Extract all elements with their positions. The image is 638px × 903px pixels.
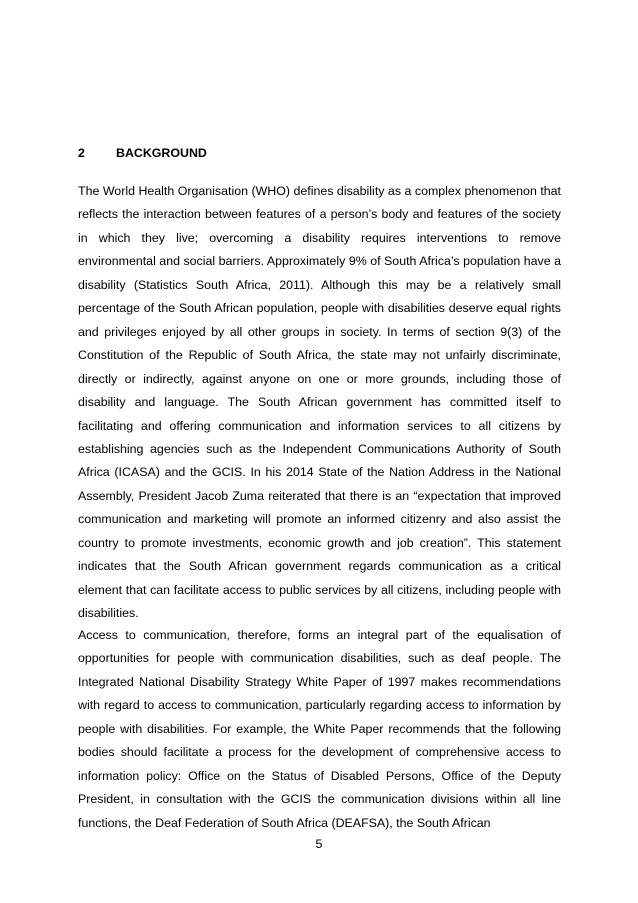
section-title: BACKGROUND bbox=[116, 146, 207, 160]
page-number: 5 bbox=[315, 837, 323, 851]
paragraph-who-definition: The World Health Organisation (WHO) defines disability as a complex phenomenon that reflects the interaction between features of a person’s body and features of the society in which they live; overcoming a disability requires interventions to remove environmental and social barriers. Approximately 9% of South Africa’s population have a disability (Statistics South Africa, 2011). Although this may be a relatively small percentage of the South African population, people with disabilities deserve equal rights and privileges enjoyed by all other groups in society. In terms of section 9(3) of the Constitution of the Republic of South Africa, the state may not unfairly discriminate, directly or indirectly, against anyone on one or more grounds, including those of disability and language. The South African government has committed itself to facilitating and offering communication and information services to all citizens by establishing agencies such as the Independent Communications Authority of South Africa (ICASA) and the GCIS. In his 2014 State of the Nation Address in the National Assembly, President Jacob Zuma reiterated that there is an “expectation that improved communication and marketing will promote an informed citizenry and also assist the country to promote investments, economic growth and job creation”. This statement indicates that the South African government regards communication as a critical element that can facilitate access to public services by all citizens, including people with disabilities. bbox=[78, 184, 561, 621]
paragraph-access-to-communication: Access to communication, therefore, forms an integral part of the equalisation of opportunities for people with communication disabilities, such as deaf people. The Integrated National Disability Strategy White Paper of 1997 makes recommendations with regard to access to communication, particularly regarding access to information by people with disabilities. For example, the White Paper recommends that the following bodies should facilitate a process for the development of comprehensive access to information policy: Office on the Status of Disabled Persons, Office of the Deputy President, in consultation with the GCIS the communication divisions within all line functions, the Deaf Federation of South Africa (DEAFSA), the South African bbox=[78, 628, 561, 830]
section-heading bbox=[78, 144, 207, 162]
section-number: 2 bbox=[78, 146, 85, 160]
